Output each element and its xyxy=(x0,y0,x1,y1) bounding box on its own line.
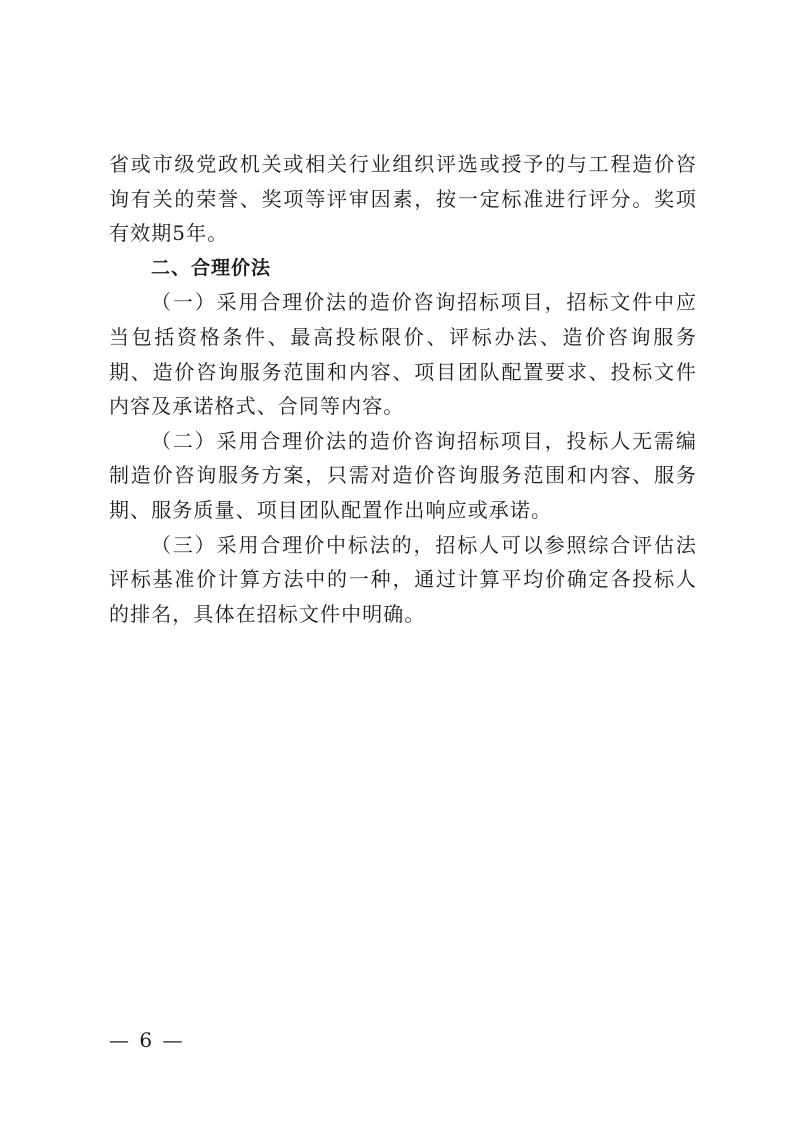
paragraph-awards-continuation: 省或市级党政机关或相关行业组织评选或授予的与工程造价咨询有关的荣誉、奖项等评审因素，按一定标准进行评分。奖项有效期5年。 xyxy=(109,152,697,246)
paragraph-item-2: （二）采用合理价法的造价咨询招标项目，投标人无需编制造价咨询服务方案，只需对造价咨询服务范围和内容、服务期、服务质量、项目团队配置作出响应或承诺。 xyxy=(109,428,697,522)
paragraph-item-3: （三）采用合理价中标法的，招标人可以参照综合评估法评标基准价计算方法中的一种，通过计算平均价确定各投标人的排名，具体在招标文件中明确。 xyxy=(109,532,697,626)
paragraph-item-1: （一）采用合理价法的造价咨询招标项目，招标文件中应当包括资格条件、最高投标限价、评标办法、造价咨询服务期、造价咨询服务范围和内容、项目团队配置要求、投标文件内容及承诺格式、合同等内容。 xyxy=(109,290,697,419)
section-heading-reasonable-price: 二、合理价法 xyxy=(151,256,272,279)
document-body xyxy=(109,147,697,631)
page-number: — 6 — xyxy=(109,1028,185,1052)
